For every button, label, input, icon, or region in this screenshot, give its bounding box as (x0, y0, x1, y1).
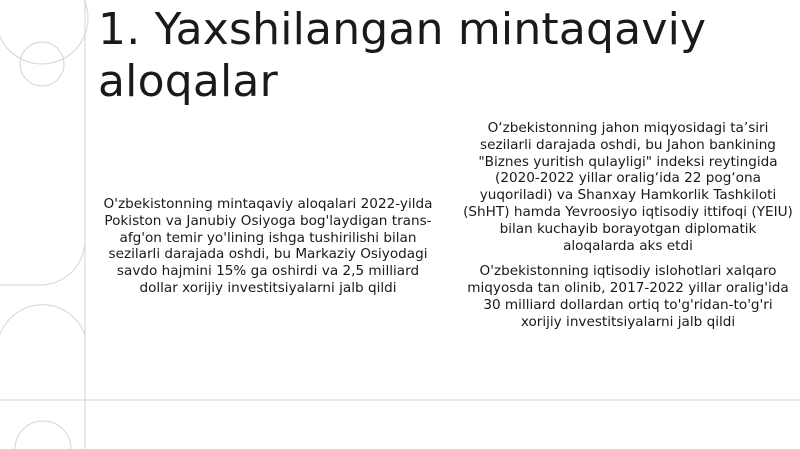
left-paragraph: O'zbekistonning mintaqaviy aloqalari 2022-yilda Pokiston va Janubiy Osiyoga bog'laydigan trans-afg'on temir yo'lining ishga tushirilishi bilan sezilarli darajada oshdi, bu Markaziy Osiyodagi savdo hajmini 15% ga oshirdi va 2,5 milliard dollar xorijiy investitsiyalarni jalb qildi (103, 196, 433, 296)
right-paragraph-global-influence: O‘zbekistonning jahon miqyosidagi ta’siri sezilarli darajada oshdi, bu Jahon bankining "Biznes yuritish qulayligi" indeksi reytingida (2020-2022 yillar oralig‘ida 22 pog‘ona yuqoriladi) va Shanxay Hamkorlik Tashkiloti (ShHT) hamda Yevroosiyo iqtisodiy ittifoqi (YEIU) bilan kuchayib borayotgan diplomatik aloqalarda aks etdi (463, 120, 793, 254)
left-text-column (100, 196, 436, 297)
right-paragraph-economic-reforms: O'zbekistonning iqtisodiy islohotlari xalqaro miqyosda tan olinib, 2017-2022 yillar oralig'ida 30 milliard dollardan ortiq to'g'ridan-to'g'ri xorijiy investitsiyalarni jalb qildi (467, 263, 789, 330)
half-arc-ornament (0, 305, 85, 335)
slide-title: 1. Yaxshilangan mintaqaviy aloqalar (98, 4, 707, 107)
large-circle-ornament (0, 0, 88, 64)
right-text-column (462, 120, 794, 331)
bottom-arc-ornament (15, 421, 71, 449)
quarter-arc-ornament (0, 240, 85, 285)
